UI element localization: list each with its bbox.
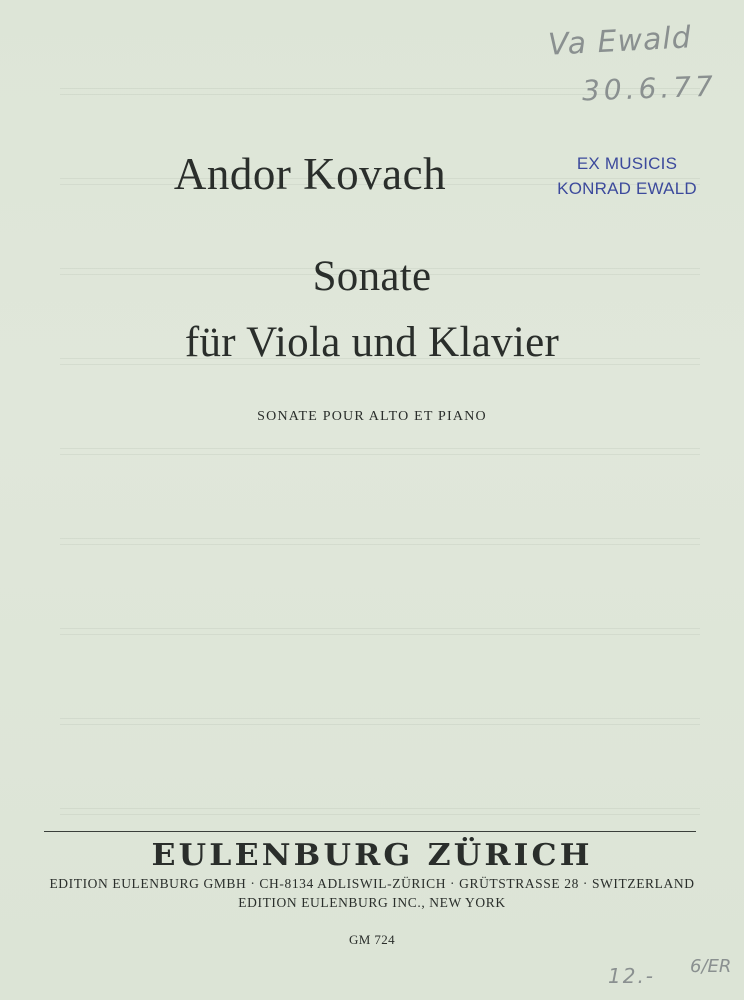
publisher-imprint-line-2: EDITION EULENBURG INC., NEW YORK [238,895,506,910]
stamp-line-2: KONRAD EWALD [557,179,697,198]
publisher-logo [0,838,744,873]
handwritten-price: 12.- [608,964,656,988]
handwritten-code: 6/ER [690,956,732,977]
handwritten-owner-name: Va Ewald [547,20,693,63]
divider [44,831,696,832]
work-title: Sonate [312,253,432,300]
work-subtitle-french: SONATE POUR ALTO ET PIANO [257,409,487,424]
catalog-number: GM 724 [348,932,396,947]
composer-name-text: Andor Kovach [173,149,447,199]
stamp-line-1: EX MUSICIS [576,154,678,173]
composer-name [0,148,744,200]
handwritten-date: 30.6.77 [581,69,718,108]
publisher-imprint-line-1: EDITION EULENBURG GMBH · CH-8134 ADLISWIL-ZÜRICH · GRÜTSTRASSE 28 · SWITZERLAND [49,876,695,891]
work-instrumentation: für Viola und Klavier [184,319,560,366]
publisher-logo-text: EULENBURG ZÜRICH [151,838,593,873]
